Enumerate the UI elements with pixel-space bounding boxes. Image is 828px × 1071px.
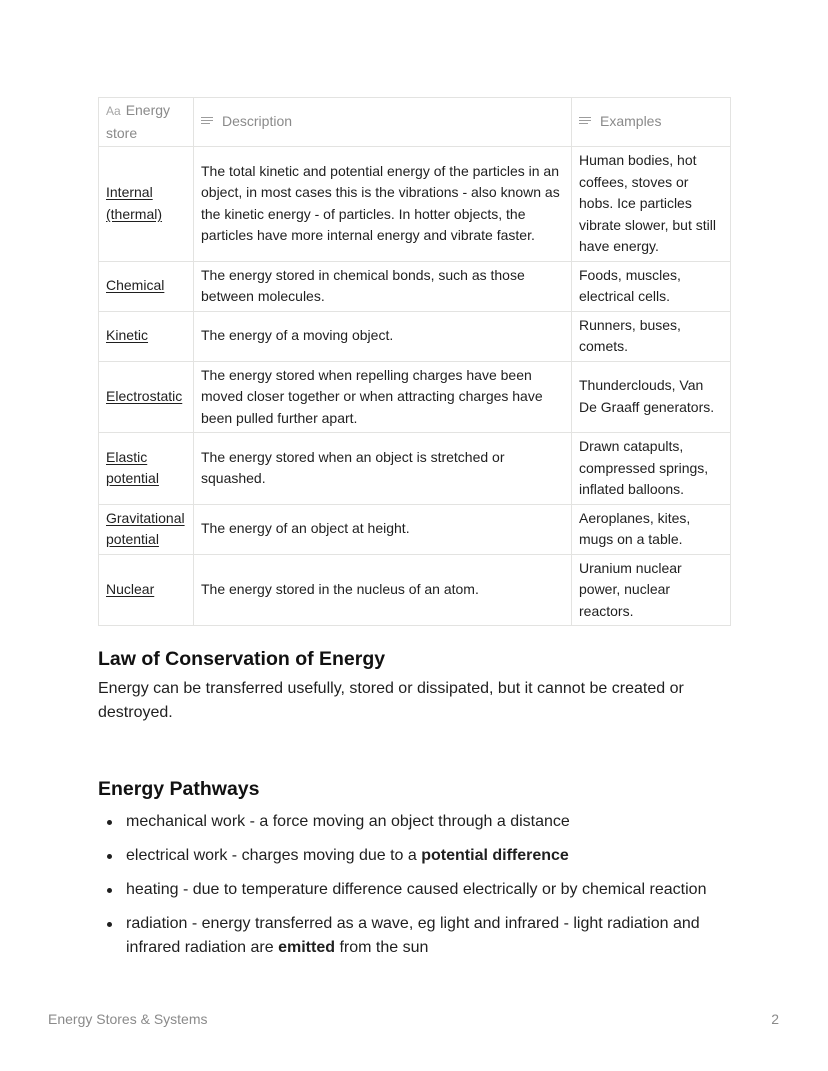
column-header-description[interactable] <box>194 98 572 147</box>
store-cell[interactable]: Internal (thermal) <box>99 147 194 262</box>
store-cell[interactable]: Chemical <box>99 261 194 311</box>
table-header-row <box>99 98 731 147</box>
list-item <box>98 844 730 868</box>
description-cell: The energy stored in chemical bonds, such as those between molecules. <box>194 261 572 311</box>
list-item-bold: potential difference <box>421 847 569 864</box>
table-row <box>99 261 731 311</box>
list-item <box>98 912 730 960</box>
column-header-energy-store-label: Energy store <box>106 102 171 141</box>
document-page <box>98 97 730 970</box>
examples-cell: Uranium nuclear power, nuclear reactors. <box>572 554 731 626</box>
text-lines-icon <box>579 117 591 127</box>
footer-page-number: 2 <box>771 1011 779 1027</box>
table-row <box>99 311 731 361</box>
store-cell[interactable]: Elastic potential <box>99 433 194 505</box>
list-item-text: mechanical work - a force moving an object through a distance <box>126 813 570 830</box>
table-row <box>99 504 731 554</box>
store-cell[interactable]: Kinetic <box>99 311 194 361</box>
list-item-text: electrical work - charges moving due to a <box>126 847 422 864</box>
list-item-text: radiation - energy transferred as a wave, eg light and infrared - light radiation and infrared radiation are <box>126 915 700 956</box>
examples-cell: Foods, muscles, electrical cells. <box>572 261 731 311</box>
column-header-energy-store[interactable] <box>99 98 194 147</box>
list-item <box>98 810 730 834</box>
table-row <box>99 147 731 262</box>
column-header-description-label: Description <box>222 113 293 130</box>
text-lines-icon <box>201 117 213 127</box>
energy-stores-table <box>98 97 731 626</box>
column-header-examples-label: Examples <box>600 113 662 130</box>
examples-cell: Runners, buses, comets. <box>572 311 731 361</box>
examples-cell: Human bodies, hot coffees, stoves or hobs. Ice particles vibrate slower, but still have energy. <box>572 147 731 262</box>
table-row <box>99 433 731 505</box>
description-cell: The total kinetic and potential energy of the particles in an object, in most cases this is the vibrations - also known as the kinetic energy - of particles. In hotter objects, the particles have more internal energy and vibrate faster. <box>194 147 572 262</box>
list-item-bold: emitted <box>278 939 335 956</box>
description-cell: The energy stored when repelling charges have been moved closer together or when attracting charges have been pulled further apart. <box>194 361 572 433</box>
examples-cell: Aeroplanes, kites, mugs on a table. <box>572 504 731 554</box>
text-property-icon: Aa <box>106 104 121 118</box>
description-cell: The energy stored in the nucleus of an atom. <box>194 554 572 626</box>
footer-title: Energy Stores & Systems <box>48 1011 208 1027</box>
pathways-heading: Energy Pathways <box>98 778 260 800</box>
store-cell[interactable]: Nuclear <box>99 554 194 626</box>
description-cell: The energy of a moving object. <box>194 311 572 361</box>
conservation-text: Energy can be transferred usefully, stored or dissipated, but it cannot be created or destroyed. <box>98 680 684 721</box>
table-row <box>99 554 731 626</box>
table-row <box>99 361 731 433</box>
conservation-heading: Law of Conservation of Energy <box>98 648 386 670</box>
store-cell[interactable]: Electrostatic <box>99 361 194 433</box>
examples-cell: Drawn catapults, compressed springs, inflated balloons. <box>572 433 731 505</box>
list-item-text: heating - due to temperature difference caused electrically or by chemical reaction <box>126 881 707 898</box>
description-cell: The energy stored when an object is stretched or squashed. <box>194 433 572 505</box>
column-header-examples[interactable] <box>572 98 731 147</box>
list-item-text-after: from the sun <box>335 939 429 956</box>
examples-cell: Thunderclouds, Van De Graaff generators. <box>572 361 731 433</box>
description-cell: The energy of an object at height. <box>194 504 572 554</box>
list-item <box>98 878 730 902</box>
store-cell[interactable]: Gravitational potential <box>99 504 194 554</box>
pathways-list <box>98 810 730 960</box>
